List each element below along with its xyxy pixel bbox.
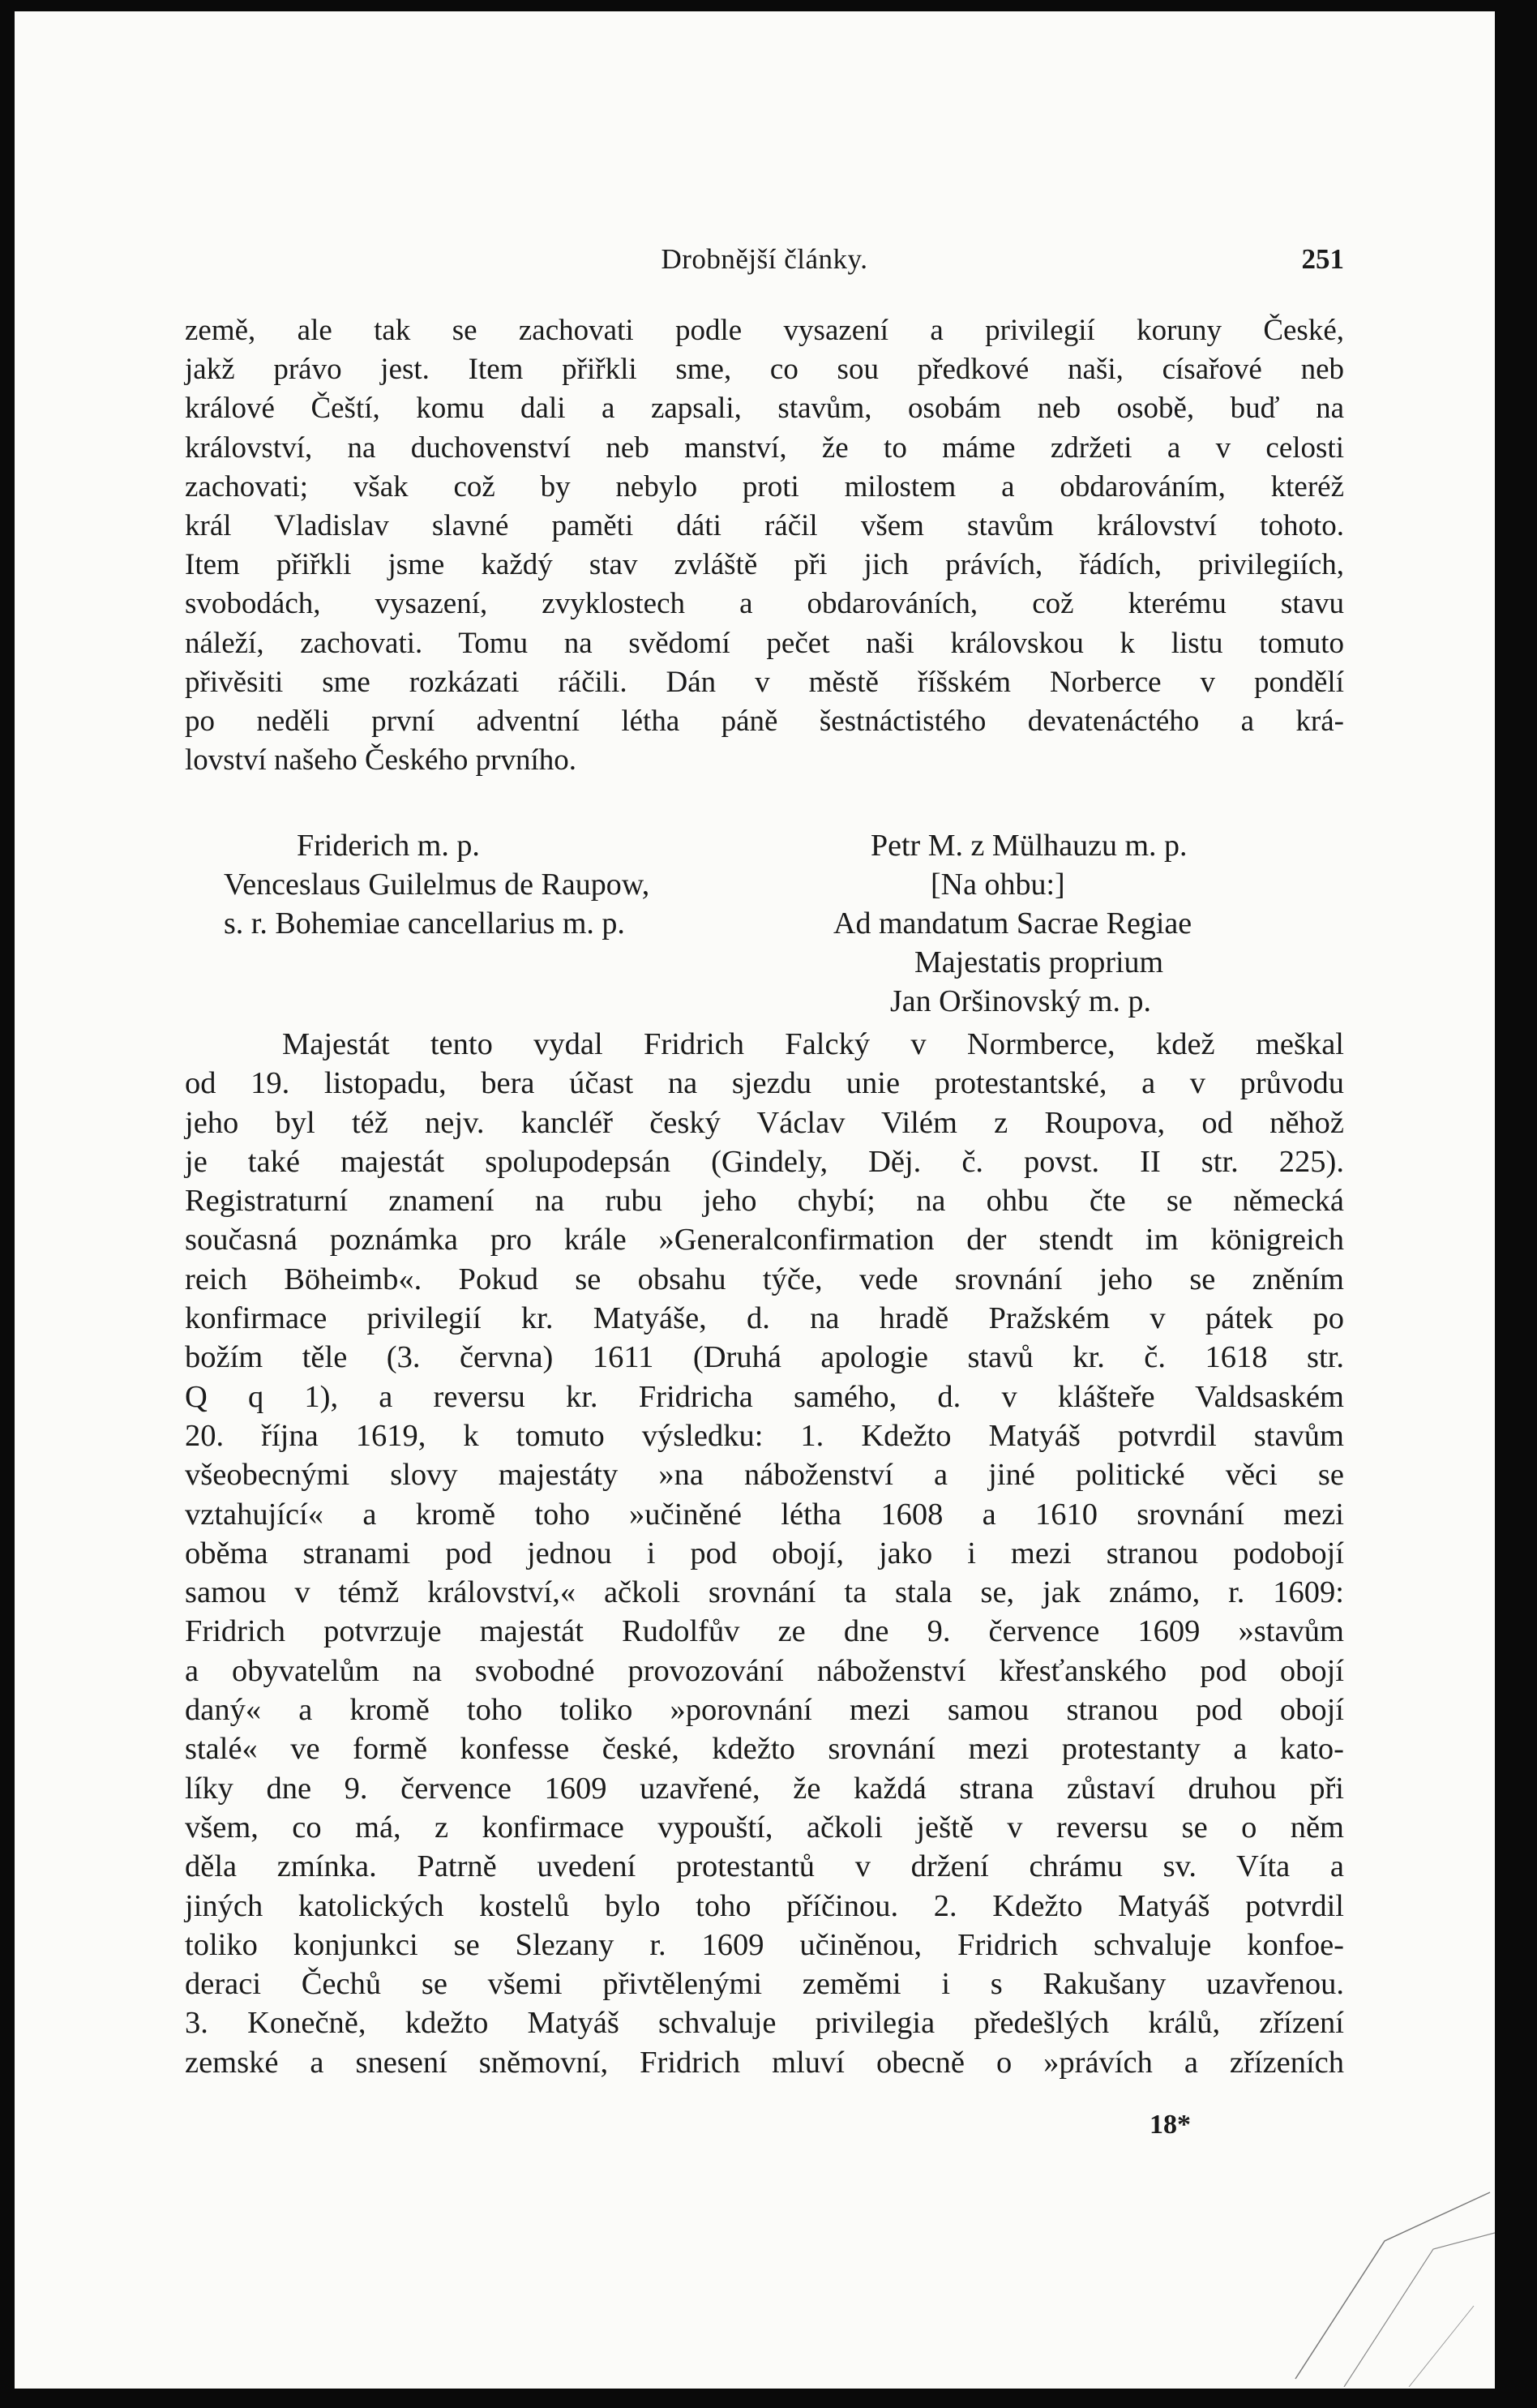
text-line: Item přiřkli jsme každý stav zvláště při jich právích, řádích, privilegiích, bbox=[185, 548, 1344, 582]
text-line: po neděli první adventní létha páně šestnáctistého devatenáctého a krá- bbox=[185, 705, 1344, 739]
text-line: zachovati; však což by nebylo proti milostem a obdarováním, kteréž bbox=[185, 469, 1344, 503]
text-line: současná poznámka pro krále »Generalconfirmation der stendt im königreich bbox=[185, 1223, 1344, 1258]
text-line: toliko konjunkci se Slezany r. 1609 učiněnou, Fridrich schvaluje konfoe- bbox=[185, 1927, 1344, 1962]
text-line: svobodách, vysazení, zvyklostech a obdarováních, což kterému stavu bbox=[185, 587, 1344, 621]
text-line: 3. Konečně, kdežto Matyáš schvaluje privilegia předešlých králů, zřízení bbox=[185, 2006, 1344, 2041]
text-line: země, ale tak se zachovati podle vysazení a privilegií koruny České, bbox=[185, 314, 1344, 347]
signature-line: Majestatis proprium bbox=[914, 945, 1164, 979]
page-number: 251 bbox=[1301, 243, 1344, 275]
text-line: božím těle (3. června) 1611 (Druhá apologie stavů kr. č. 1618 str. bbox=[185, 1340, 1344, 1375]
signature-line: [Na ohbu:] bbox=[931, 868, 1065, 902]
text-line: Majestát tento vydal Fridrich Falcký v Normberce, kdež meškal bbox=[282, 1027, 1344, 1061]
text-line: král Vladislav slavné paměti dáti ráčil všem stavům království tohoto. bbox=[185, 509, 1344, 543]
text-line: líky dne 9. července 1609 uzavřené, že každá strana zůstaví druhou při bbox=[185, 1771, 1344, 1806]
text-line: od 19. listopadu, bera účast na sjezdu unie protestantské, a v průvodu bbox=[185, 1066, 1344, 1101]
header-title: Drobnější články. bbox=[661, 243, 868, 275]
text-line: reich Böheimb«. Pokud se obsahu týče, vede srovnání jeho se zněním bbox=[185, 1262, 1344, 1296]
page-crease-lines bbox=[1287, 2119, 1495, 2387]
signature-line: Friderich m. p. bbox=[297, 829, 480, 863]
printer-signature-mark: 18* bbox=[1150, 2110, 1191, 2140]
text-line: 20. října 1619, k tomuto výsledku: 1. Kdežto Matyáš potvrdil stavům bbox=[185, 1418, 1344, 1453]
text-line: daný« a kromě toho toliko »porovnání mezi samou stranou pod obojí bbox=[185, 1693, 1344, 1728]
text-line: jeho byl též nejv. kancléř český Václav Vilém z Roupova, od něhož bbox=[185, 1105, 1344, 1140]
text-line: všem, co má, z konfirmace vypouští, ačkoli ještě v reversu se o něm bbox=[185, 1810, 1344, 1845]
signatures-left bbox=[224, 826, 649, 943]
text-line: přivěsiti sme rozkázati ráčili. Dán v městě říšském Norberce v pondělí bbox=[185, 665, 1344, 699]
signature-line: Jan Oršinovský m. p. bbox=[890, 984, 1151, 1018]
signatures-right bbox=[817, 826, 1344, 1021]
text-line: všeobecnými slovy majestáty »na náboženství a jiné politické věci se bbox=[185, 1458, 1344, 1493]
text-line: a obyvatelům na svobodné provozování náboženství křesťanského pod obojí bbox=[185, 1653, 1344, 1688]
signature-line: Petr M. z Mülhauzu m. p. bbox=[871, 829, 1188, 863]
text-line: vztahující« a kromě toho »učiněné létha 1608 a 1610 srovnání mezi bbox=[185, 1497, 1344, 1532]
text-line: Q q 1), a reversu kr. Fridricha samého, d. v klášteře Valdsaském bbox=[185, 1379, 1344, 1414]
text-line: jakž právo jest. Item přiřkli sme, co sou předkové naši, císařové neb bbox=[185, 353, 1344, 387]
text-line: konfirmace privilegií kr. Matyáše, d. na hradě Pražském v pátek po bbox=[185, 1301, 1344, 1336]
running-header bbox=[185, 243, 1344, 284]
scanned-page bbox=[15, 11, 1495, 2389]
text-line: Fridrich potvrzuje majestát Rudolfův ze dne 9. července 1609 »stavům bbox=[185, 1614, 1344, 1649]
text-line: oběma stranami pod jednou i pod obojí, jako i mezi stranou podobojí bbox=[185, 1536, 1344, 1570]
text-line: je také majestát spolupodepsán (Gindely, Děj. č. povst. II str. 225). bbox=[185, 1144, 1344, 1179]
signature-line: s. r. Bohemiae cancellarius m. p. bbox=[224, 906, 625, 940]
text-line: království, na duchovenství neb manství, že to máme zdržeti a v celosti bbox=[185, 431, 1344, 465]
text-line: zemské a snesení sněmovní, Fridrich mluví obecně o »právích a zřízeních bbox=[185, 2045, 1344, 2080]
text-line: samou v témž království,« ačkoli srovnání ta stala se, jak známo, r. 1609: bbox=[185, 1575, 1344, 1610]
text-line: náleží, zachovati. Tomu na svědomí pečet naši královskou k listu tomuto bbox=[185, 626, 1344, 660]
text-line: stalé« ve formě konfesse české, kdežto srovnání mezi protestanty a kato- bbox=[185, 1732, 1344, 1767]
text-line: deraci Čechů se všemi přivtělenými zeměmi i s Rakušany uzavřenou. bbox=[185, 1967, 1344, 2002]
signature-line: Ad mandatum Sacrae Regiae bbox=[833, 906, 1192, 940]
text-line: králové Čeští, komu dali a zapsali, stavům, osobám neb osobě, buď na bbox=[185, 392, 1344, 426]
text-line: Registraturní znamení na rubu jeho chybí; na ohbu čte se německá bbox=[185, 1184, 1344, 1219]
signature-line: Venceslaus Guilelmus de Raupow, bbox=[224, 868, 650, 902]
text-line: děla zmínka. Patrně uvedení protestantů v držení chrámu sv. Víta a bbox=[185, 1849, 1344, 1884]
commentary-paragraph bbox=[185, 1025, 1344, 2082]
charter-text-paragraph bbox=[185, 311, 1344, 780]
text-line: lovství našeho Českého prvního. bbox=[185, 743, 577, 778]
text-line: jiných katolických kostelů bylo toho příčinou. 2. Kdežto Matyáš potvrdil bbox=[185, 1888, 1344, 1923]
